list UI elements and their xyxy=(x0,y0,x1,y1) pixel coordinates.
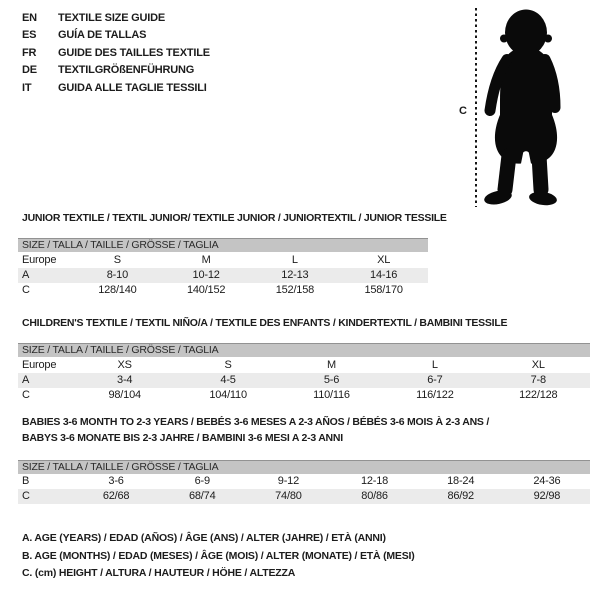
cell-value: 128/140 xyxy=(98,284,137,296)
note-age-months: B. AGE (MONTHS) / EDAD (MESES) / ÂGE (MOIS) / ALTER (MONATE) / ETÀ (MESI) xyxy=(22,549,415,562)
size-columns-row xyxy=(18,357,590,373)
language-title: GUÍA DE TALLAS xyxy=(58,29,147,42)
cell-value: 122/128 xyxy=(519,389,558,401)
size-columns-row xyxy=(18,252,428,268)
cell-value: 80/86 xyxy=(331,489,417,504)
region-label: Europe xyxy=(22,358,57,371)
cell-value: 98/104 xyxy=(108,389,141,401)
cell-value: 6-9 xyxy=(194,475,210,487)
row-label: B xyxy=(22,475,30,487)
children-table-title: CHILDREN'S TEXTILE / TEXTIL NIÑO/A / TEXTILE DES ENFANTS / KINDERTEXTIL / BAMBINI TESSILE xyxy=(22,317,508,329)
table-row-height xyxy=(18,388,590,403)
language-code: IT xyxy=(22,81,32,94)
table-row-height xyxy=(18,489,590,504)
size-header-label: SIZE / TALLA / TAILLE / GRÖSSE / TAGLIA xyxy=(18,239,428,252)
cell-value: 74/80 xyxy=(245,489,331,504)
language-code: FR xyxy=(22,46,37,59)
size-header-label: SIZE / TALLA / TAILLE / GRÖSSE / TAGLIA xyxy=(18,461,590,474)
size-column: XL xyxy=(377,253,391,266)
language-code: EN xyxy=(22,11,37,24)
cell-value: 110/116 xyxy=(313,389,350,401)
cell-value: 140/152 xyxy=(186,284,226,296)
size-header-label: SIZE / TALLA / TAILLE / GRÖSSE / TAGLIA xyxy=(18,344,590,357)
cell-value: 6-7 xyxy=(383,373,486,388)
cell-value: 3-4 xyxy=(73,373,176,388)
size-column: XS xyxy=(117,358,132,371)
size-header-bar xyxy=(18,344,590,357)
baby-silhouette-icon xyxy=(479,7,585,208)
cell-value: 4-5 xyxy=(176,373,279,388)
table-row-months xyxy=(18,474,590,489)
junior-size-table xyxy=(18,238,428,298)
language-row-de xyxy=(22,62,210,80)
junior-table-title: JUNIOR TEXTILE / TEXTIL JUNIOR/ TEXTILE JUNIOR / JUNIORTEXTIL / JUNIOR TESSILE xyxy=(22,212,447,224)
cell-value: 18-24 xyxy=(447,475,475,487)
babies-table-title-line2: BABYS 3-6 MONATE BIS 2-3 JAHRE / BAMBINI 3-6 MESI A 2-3 ANNI xyxy=(22,431,343,444)
language-code: ES xyxy=(22,29,37,42)
cell-value: 104/110 xyxy=(209,389,247,401)
size-header-bar xyxy=(18,239,428,252)
row-label: C xyxy=(18,489,73,504)
babies-size-table xyxy=(18,460,590,504)
cell-value: 5-6 xyxy=(280,373,383,388)
cell-value: 12-13 xyxy=(251,268,340,283)
note-height-cm: C. (cm) HEIGHT / ALTURA / HAUTEUR / HÖHE / ALTEZZA xyxy=(22,567,296,579)
height-measure-label: C xyxy=(459,105,467,117)
babies-table-title xyxy=(22,415,489,446)
size-column: L xyxy=(291,253,298,266)
cell-value: 10-12 xyxy=(162,268,251,283)
cell-value: 14-16 xyxy=(339,268,428,283)
cell-value: 116/122 xyxy=(416,389,454,401)
language-row-es xyxy=(22,27,210,45)
language-row-fr xyxy=(22,44,210,62)
cell-value: 8-10 xyxy=(73,268,162,283)
language-title-list xyxy=(22,9,210,97)
size-column: M xyxy=(201,253,211,266)
cell-value: 9-12 xyxy=(277,475,299,487)
size-column: M xyxy=(326,358,336,371)
note-age-years: A. AGE (YEARS) / EDAD (AÑOS) / ÂGE (ANS) / ALTER (JAHRE) / ETÀ (ANNI) xyxy=(22,532,386,544)
size-header-bar xyxy=(18,461,590,474)
row-label: C xyxy=(22,389,30,401)
table-row-age xyxy=(18,373,590,388)
cell-value: 68/74 xyxy=(159,489,245,504)
language-code: DE xyxy=(22,64,37,77)
region-label: Europe xyxy=(22,253,57,266)
cell-value: 7-8 xyxy=(487,373,590,388)
babies-table-title-line1: BABIES 3-6 MONTH TO 2-3 YEARS / BEBÉS 3-6 MESES A 2-3 AÑOS / BÉBÉS 3-6 MOIS À 2-3 ANS / xyxy=(22,416,490,428)
cell-value: 92/98 xyxy=(504,489,590,504)
cell-value: 158/170 xyxy=(364,284,403,296)
row-label: A xyxy=(18,268,73,283)
cell-value: 62/68 xyxy=(73,489,159,504)
legend-notes xyxy=(22,530,415,583)
height-measure-line xyxy=(475,8,477,207)
language-title: TEXTILGRÖßENFÜHRUNG xyxy=(58,64,195,77)
language-row-it xyxy=(22,79,210,97)
size-column: S xyxy=(224,358,232,371)
cell-value: 3-6 xyxy=(108,475,124,487)
language-title: GUIDA ALLE TAGLIE TESSILI xyxy=(58,81,207,94)
size-column: L xyxy=(431,358,438,371)
size-column: XL xyxy=(531,358,545,371)
cell-value: 152/158 xyxy=(275,284,315,296)
language-row-en xyxy=(22,9,210,27)
table-row-height xyxy=(18,283,428,298)
language-title: GUIDE DES TAILLES TEXTILE xyxy=(58,46,210,59)
cell-value: 86/92 xyxy=(418,489,504,504)
children-size-table xyxy=(18,343,590,403)
row-label: C xyxy=(22,284,30,296)
cell-value: 24-36 xyxy=(533,475,561,487)
cell-value: 12-18 xyxy=(360,475,389,487)
table-row-age xyxy=(18,268,428,283)
size-column: S xyxy=(113,253,121,266)
language-title: TEXTILE SIZE GUIDE xyxy=(58,11,166,24)
row-label: A xyxy=(18,373,73,388)
